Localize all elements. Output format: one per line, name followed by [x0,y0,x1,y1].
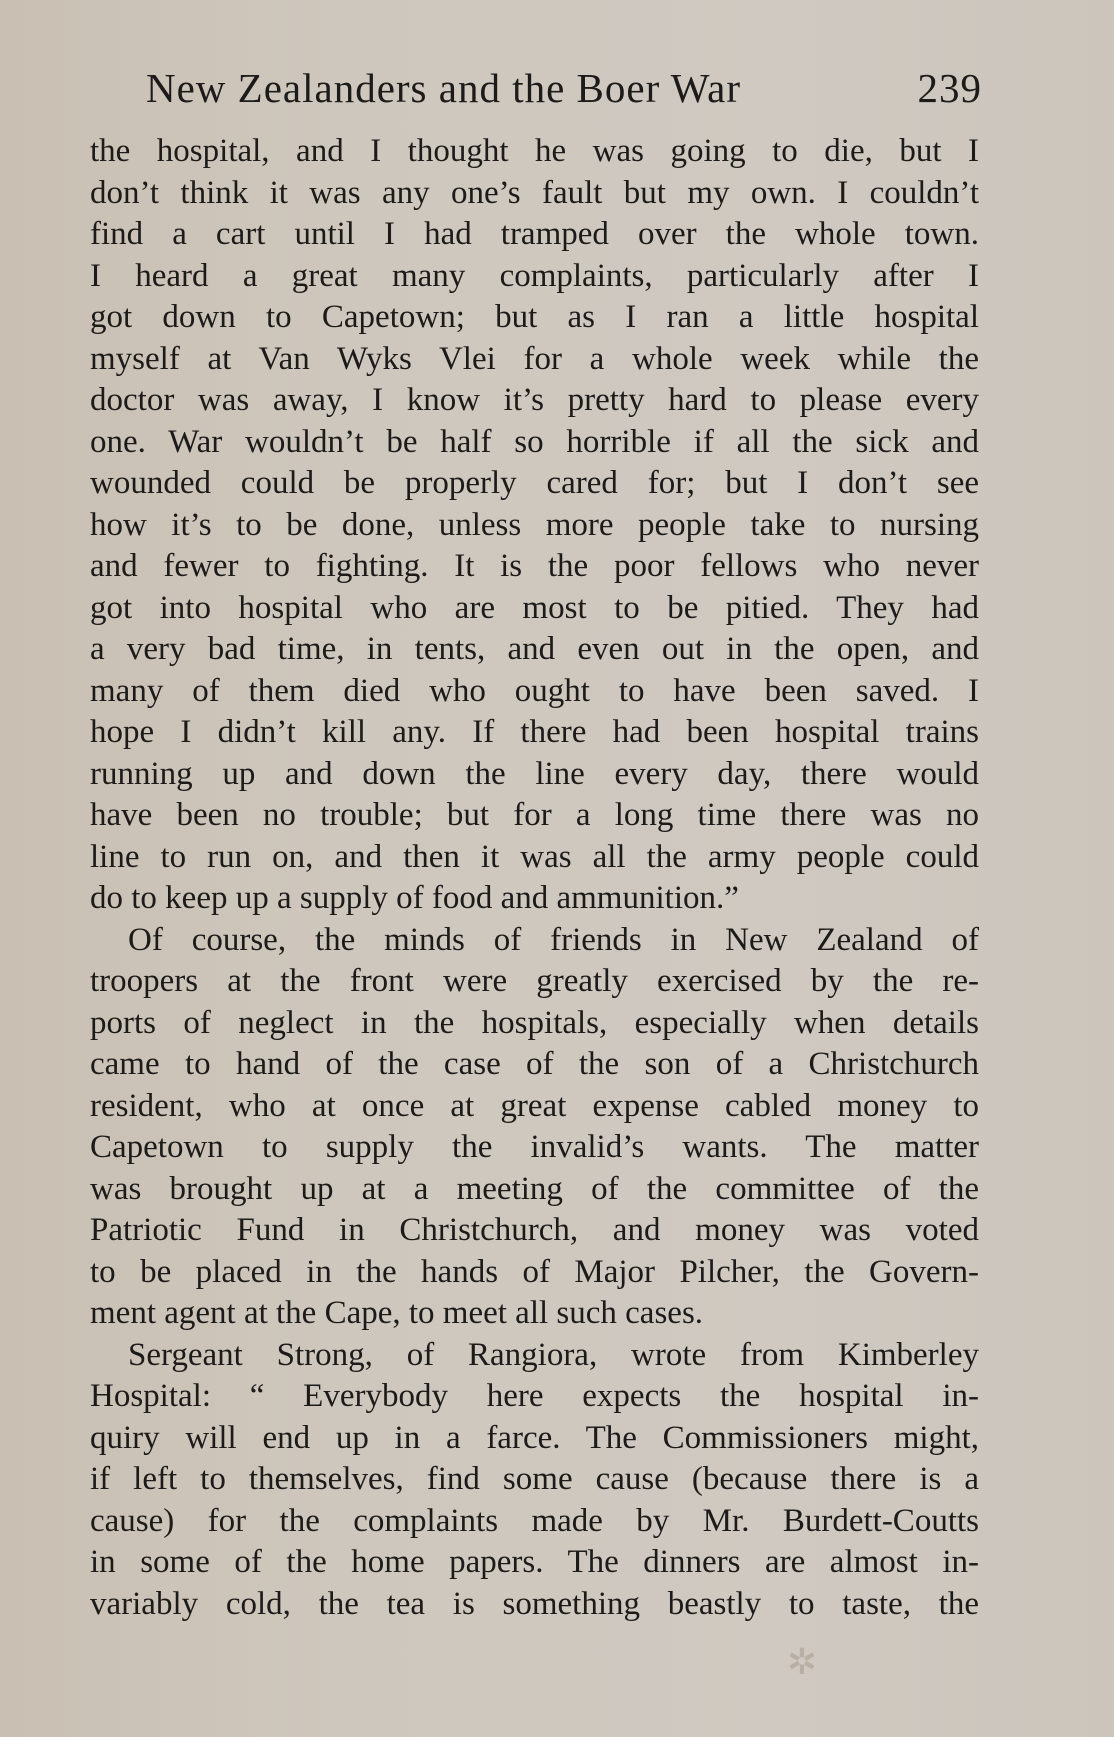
text-line: variably cold, the tea is something beastly to taste, the [90,1585,979,1622]
text-line: Patriotic Fund in Christchurch, and money was voted [90,1212,979,1248]
paragraph-first-line: Of course, the minds of friends in New Zealand of [128,921,979,958]
text-line: find a cart until I had tramped over the whole town. [90,216,979,252]
text-line: if left to themselves, find some cause (because there is a [90,1461,979,1497]
text-line: the hospital, and I thought he was going to die, but I [90,133,979,169]
text-line: in some of the home papers. The dinners are almost in- [90,1544,979,1580]
text-line: have been no trouble; but for a long time there was no [90,797,979,833]
body-text [90,131,979,1625]
text-line: running up and down the line every day, there would [90,755,979,792]
page-number: 239 [917,65,982,111]
text-line: many of them died who ought to have been saved. I [90,672,979,709]
text-line: Capetown to supply the invalid’s wants. The matter [90,1129,979,1165]
text-line: to be placed in the hands of Major Pilcher, the Govern- [90,1253,979,1290]
text-line: resident, who at once at great expense cabled money to [90,1087,979,1124]
text-line: hope I didn’t kill any. If there had been hospital trains [90,714,979,750]
text-line: was brought up at a meeting of the committee of the [90,1170,979,1207]
text-line: one. War wouldn’t be half so horrible if all the sick and [90,423,979,460]
text-line: and fewer to fighting. It is the poor fellows who never [90,548,979,584]
running-header [146,58,982,118]
text-line: a very bad time, in tents, and even out in the open, and [90,631,979,667]
ink-blot-mark: ✲ [786,1642,818,1682]
text-line: ment agent at the Cape, to meet all such cases. [90,1295,704,1331]
text-line: myself at Van Wyks Vlei for a whole week while the [90,340,979,377]
text-line: ports of neglect in the hospitals, especially when details [90,1004,979,1041]
text-line: got into hospital who are most to be pitied. They had [90,589,979,626]
text-line: quiry will end up in a farce. The Commissioners might, [90,1419,979,1456]
text-line: doctor was away, I know it’s pretty hard to please every [90,382,979,418]
paragraph-first-line: Sergeant Strong, of Rangiora, wrote from Kimberley [128,1336,979,1373]
text-line: wounded could be properly cared for; but I don’t see [90,465,979,501]
text-line: Hospital: “ Everybody here expects the hospital in- [90,1378,979,1414]
text-line: cause) for the complaints made by Mr. Burdett-Coutts [90,1502,979,1539]
text-line: don’t think it was any one’s fault but my own. I couldn’t [90,174,979,211]
text-line: got down to Capetown; but as I ran a little hospital [90,299,979,335]
running-title: New Zealanders and the Boer War [146,65,742,111]
text-line: I heard a great many complaints, particularly after I [90,257,979,294]
text-line: how it’s to be done, unless more people take to nursing [90,506,979,543]
text-line: troopers at the front were greatly exercised by the re- [90,963,979,999]
text-line: came to hand of the case of the son of a Christchurch [90,1046,979,1082]
text-line: line to run on, and then it was all the army people could [90,838,979,875]
text-line: do to keep up a supply of food and ammunition.” [90,880,739,916]
